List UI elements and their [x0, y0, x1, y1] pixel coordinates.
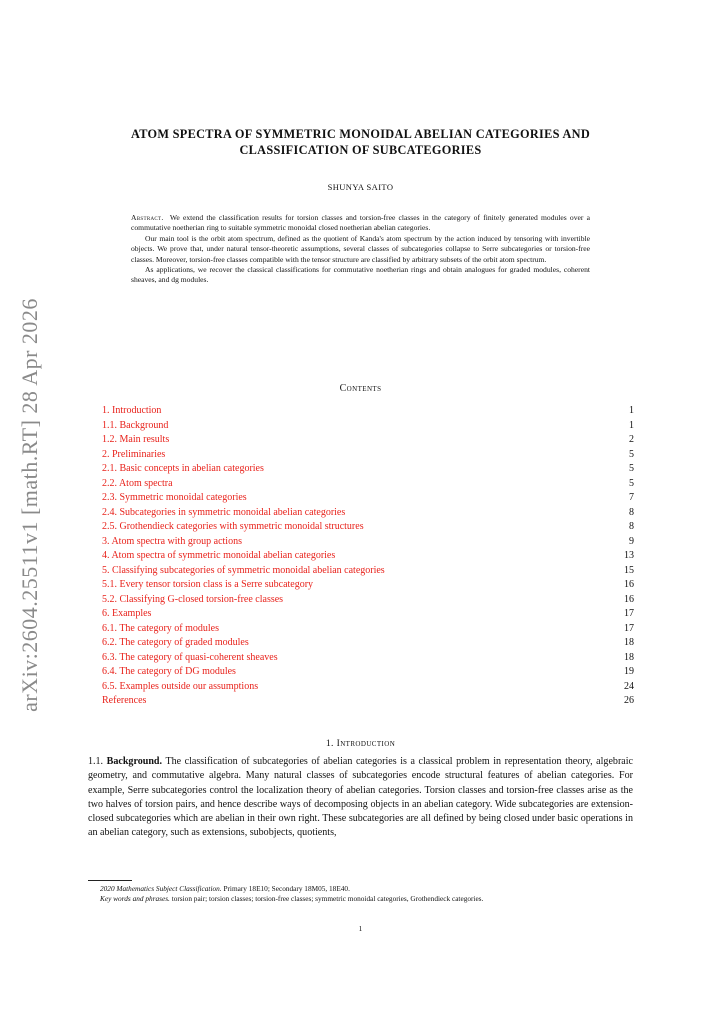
footnote-rule [88, 880, 132, 881]
page-number: 1 [358, 924, 363, 933]
abstract [131, 213, 590, 286]
abstract-paragraph-2: Our main tool is the orbit atom spectrum, defined as the quotient of Kanda's atom spectrum by the action induced by tensoring with invertible objects. We prove that, under natural tensor-theoretic assumptions, several classes of subcategories collapse to Serre subcategories or torsion-free classes. Moreover, torsion-free classes compatible with the tensor structure are classified by arbitrary subsets of the orbit atom spectrum. [131, 233, 590, 264]
toc-entry-page: 18 [624, 637, 634, 648]
abstract-text-1: We extend the classification results for torsion classes and torsion-free classes in the category of finitely generated modules over a commutative noetherian ring to suitable symmetric monoidal closed noetherian abelian categories. [131, 213, 590, 233]
toc-entry-title[interactable]: 1.1. Background [102, 419, 169, 431]
toc-entry-title[interactable]: 3. Atom spectra with group actions [102, 535, 242, 547]
toc-entry[interactable] [102, 578, 634, 593]
toc-entry-title[interactable]: 5.1. Every tensor torsion class is a Serre subcategory [102, 579, 314, 590]
toc-entry[interactable] [102, 593, 634, 608]
toc-entry-page: 7 [629, 492, 634, 503]
table-of-contents [102, 404, 634, 709]
toc-entry-page: 5 [629, 477, 634, 489]
toc-entry[interactable] [102, 448, 634, 463]
toc-entry[interactable] [102, 506, 634, 521]
toc-entry-title[interactable]: References [102, 695, 147, 706]
subsection-title: Background. [106, 756, 163, 767]
author-name: SHUNYA SAITO [327, 182, 394, 192]
abstract-label: Abstract. [131, 213, 164, 222]
footnote-keywords-text: torsion pair; torsion classes; torsion-free classes; symmetric monoidal categories, Grothendieck categories. [171, 893, 484, 903]
toc-entry-page: 16 [624, 593, 634, 605]
toc-entry[interactable] [102, 404, 634, 419]
toc-entry-page: 17 [624, 608, 634, 619]
toc-entry-title[interactable]: 2.2. Atom spectra [102, 477, 173, 489]
toc-entry-title[interactable]: 6.3. The category of quasi-coherent sheaves [102, 651, 278, 663]
toc-entry-title[interactable]: 1. Introduction [102, 405, 162, 416]
footnotes [88, 884, 633, 903]
toc-entry-title[interactable]: 2.3. Symmetric monoidal categories [102, 492, 247, 503]
toc-entry-page: 8 [629, 506, 634, 518]
toc-entry-title[interactable]: 4. Atom spectra of symmetric monoidal abelian categories [102, 550, 336, 561]
toc-entry[interactable] [102, 607, 634, 622]
section-heading: 1. Introduction [325, 738, 396, 749]
toc-entry-title[interactable]: 2.1. Basic concepts in abelian categories [102, 463, 264, 474]
toc-entry[interactable] [102, 680, 634, 695]
arxiv-identifier: arXiv:2604.25511v1 [math.RT] 28 Apr 2026 [17, 298, 42, 712]
toc-entry[interactable] [102, 419, 634, 434]
toc-entry-page: 13 [624, 550, 634, 561]
toc-entry-page: 8 [629, 521, 634, 532]
toc-entry-title[interactable]: 5.2. Classifying G-closed torsion-free classes [102, 593, 284, 605]
toc-entry-page: 1 [629, 419, 634, 431]
body-text: The classification of subcategories of abelian categories is a classical problem in representation theory, algebraic geometry, and commutative algebra. Many natural classes of subcategories encode structural features of abelian categories. For example, Serre subcategories control the localization theory of abelian categories. Torsion classes and torsion-free classes arise as the two halves of torsion pairs, and hence describe ways of decomposing objects in an abelian category. Wide subcategories are extension-closed subcategories which are abelian in their own right. These subcategories are all defined by being closed under basic operations in an abelian category, such as extensions, subobjects, quotients, [88, 756, 633, 839]
abstract-paragraph-3: As applications, we recover the classical classifications for commutative noetherian rings and obtain analogues for graded modules, coherent sheaves, and dg modules. [131, 265, 590, 285]
toc-entry-title[interactable]: 2.4. Subcategories in symmetric monoidal abelian categories [102, 506, 346, 518]
toc-entry-page: 24 [624, 680, 634, 692]
toc-entry-page: 2 [629, 434, 634, 445]
toc-entry-title[interactable]: 6.5. Examples outside our assumptions [102, 680, 259, 692]
toc-entry[interactable] [102, 462, 634, 477]
toc-entry-title[interactable]: 2.5. Grothendieck categories with symmetric monoidal structures [102, 521, 364, 532]
toc-entry[interactable] [102, 433, 634, 448]
footnote-msc-text: Primary 18E10; Secondary 18M05, 18E40. [223, 884, 350, 893]
toc-entry-page: 19 [624, 666, 634, 677]
toc-entry[interactable] [102, 694, 634, 709]
toc-entry-title[interactable]: 6.2. The category of graded modules [102, 637, 249, 648]
footnote-msc-label: 2020 Mathematics Subject Classification. [100, 884, 222, 893]
toc-entry-title[interactable]: 6. Examples [102, 608, 152, 619]
toc-entry-title[interactable]: 6.4. The category of DG modules [102, 666, 236, 677]
body-paragraph [88, 755, 633, 841]
toc-entry-page: 26 [624, 695, 634, 706]
paper-title [88, 126, 633, 158]
title-line-2: CLASSIFICATION OF SUBCATEGORIES [239, 143, 482, 157]
toc-entry-page: 9 [629, 535, 634, 547]
subsection-label: 1.1. [88, 756, 104, 767]
arxiv-sidebar-stamp [0, 270, 60, 740]
toc-entry[interactable] [102, 622, 634, 637]
toc-entry[interactable] [102, 665, 634, 680]
toc-entry[interactable] [102, 491, 634, 506]
toc-entry[interactable] [102, 477, 634, 492]
toc-entry-title[interactable]: 1.2. Main results [102, 434, 170, 445]
toc-entry[interactable] [102, 651, 634, 666]
toc-entry-page: 18 [624, 651, 634, 663]
toc-entry[interactable] [102, 564, 634, 579]
toc-entry-title[interactable]: 2. Preliminaries [102, 448, 166, 460]
toc-entry-title[interactable]: 5. Classifying subcategories of symmetric monoidal abelian categories [102, 564, 385, 576]
toc-entry[interactable] [102, 549, 634, 564]
toc-entry-page: 16 [624, 579, 634, 590]
toc-entry-title[interactable]: 6.1. The category of modules [102, 622, 220, 634]
toc-entry-page: 1 [629, 405, 634, 416]
abstract-paragraph-1 [131, 213, 590, 234]
toc-entry-page: 17 [624, 622, 634, 634]
toc-entry-page: 15 [624, 564, 634, 576]
footnote-keywords-label: Key words and phrases. [100, 893, 170, 903]
footnote-msc [88, 884, 633, 894]
title-line-1: ATOM SPECTRA OF SYMMETRIC MONOIDAL ABELIAN CATEGORIES AND [130, 127, 591, 141]
toc-entry[interactable] [102, 520, 634, 535]
toc-entry-page: 5 [629, 448, 634, 460]
footnote-keywords [88, 894, 633, 904]
contents-heading: Contents [339, 383, 382, 394]
toc-entry[interactable] [102, 636, 634, 651]
toc-entry-page: 5 [629, 463, 634, 474]
toc-entry[interactable] [102, 535, 634, 550]
